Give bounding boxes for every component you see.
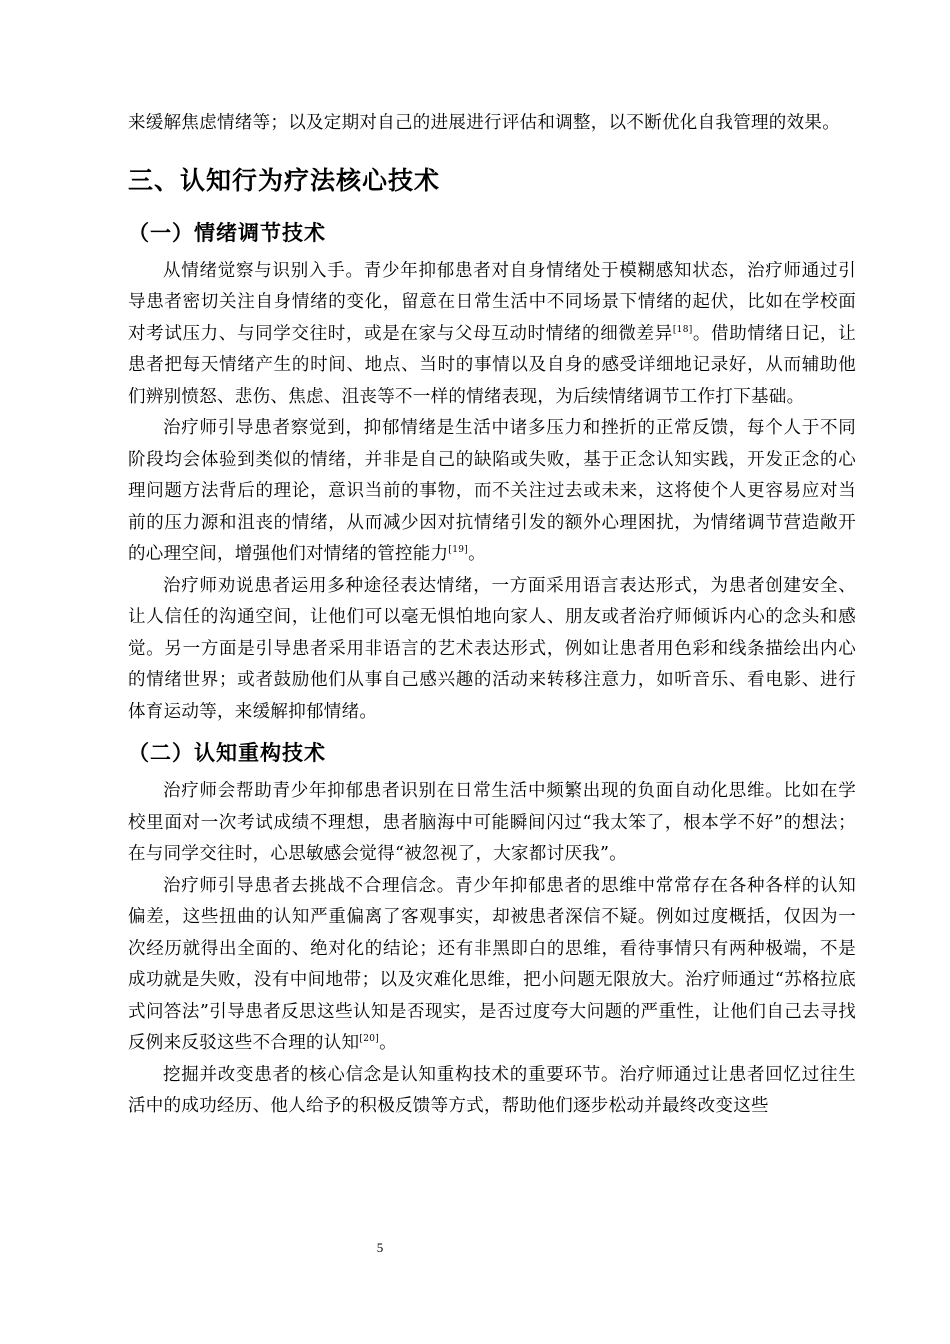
paragraph-challenge-beliefs [128,871,856,1060]
paragraph-core-beliefs: 挖掘并改变患者的核心信念是认知重构技术的重要环节。治疗师通过让患者回忆过往生活中的成功经历、他人给予的积极反馈等方式，帮助他们逐步松动并最终改变这些 [128,1064,856,1116]
paragraph-text: 。 [468,544,486,564]
paragraph-text: 。 [379,1033,397,1053]
paragraph-automatic-thoughts: 治疗师会帮助青少年抑郁患者识别在日常生活中频繁出现的负面自动化思维。比如在学校里面对一次考试成绩不理想，患者脑海中可能瞬间闪过“我太笨了，根本学不好”的想法；在与同学交往时，心思敏感会觉得“被忽视了，大家都讨厌我”。 [128,781,856,864]
page-body [128,108,856,1123]
paragraph-emotion-awareness [128,256,856,414]
intro-paragraph: 来缓解焦虑情绪等；以及定期对自己的进展进行评估和调整，以不断优化自我管理的效果。 [128,113,840,133]
citation-ref: [19] [448,545,469,555]
citation-ref: [20] [359,1034,380,1044]
paragraph-emotion-expression: 治疗师劝说患者运用多种途径表达情绪，一方面采用语言表达形式，为患者创建安全、让人信任的沟通空间，让他们可以毫无惧怕地向家人、朋友或者治疗师倾诉内心的念头和感觉。另一方面是引导患者采用非语言的艺术表达形式，例如让患者用色彩和线条描绘出内心的情绪世界；或者鼓励他们从事自己感兴趣的活动来转移注意力，如听音乐、看电影、进行体育运动等，来缓解抑郁情绪。 [128,575,856,722]
subsection-heading-emotion: （一）情绪调节技术 [128,220,326,245]
paragraph-emotion-acceptance [128,413,856,571]
citation-ref: [18] [672,324,693,335]
page-number: 5 [376,1240,384,1255]
section-heading: 三、认知行为疗法核心技术 [128,165,441,195]
paragraph-text: 。借助情绪日记，让患者把每天情绪产生的时间、地点、当时的事情以及自身的感受详细地记录好，从而辅助他们辨别愤怒、悲伤、焦虑、沮丧等不一样的情绪表现，为后续情绪调节工作打下基础。 [128,323,857,407]
paragraph-text: 从情绪觉察与识别入手。青少年抑郁患者对自身情绪处于模糊感知状态，治疗师通过引导患者密切关注自身情绪的变化，留意在日常生活中不同场景下情绪的起伏，比如在学校面对考试压力、与同学交往时，或是在家与父母互动时情绪的细微差异 [128,260,856,344]
subsection-heading-cognitive: （二）认知重构技术 [128,741,326,765]
paragraph-text: 治疗师引导患者察觉到，抑郁情绪是生活中诸多压力和挫折的正常反馈，每个人于不同阶段均会体验到类似的情绪，并非是自己的缺陷或失败，基于正念认知实践，开发正念的心理问题方法背后的理论，意识当前的事物，而不关注过去或未来，这将使个人更容易应对当前的压力源和沮丧的情绪，从而减少因对抗情绪引发的额外心理困扰，为情绪调节营造敞开的心理空间，增强他们对情绪的管控能力 [128,418,856,564]
paragraph-text: 治疗师引导患者去挑战不合理信念。青少年抑郁患者的思维中常常存在各种各样的认知偏差，这些扭曲的认知严重偏离了客观事实，却被患者深信不疑。例如过度概括，仅因为一次经历就得出全面的、绝对化的结论；还有非黑即白的思维，看待事情只有两种极端，不是成功就是失败，没有中间地带；以及灾难化思维，把小问题无限放大。治疗师通过“苏格拉底式问答法”引导患者反思这些认知是否现实，是否过度夸大问题的严重性，让他们自己去寻找反例来反驳这些不合理的认知 [128,875,856,1053]
